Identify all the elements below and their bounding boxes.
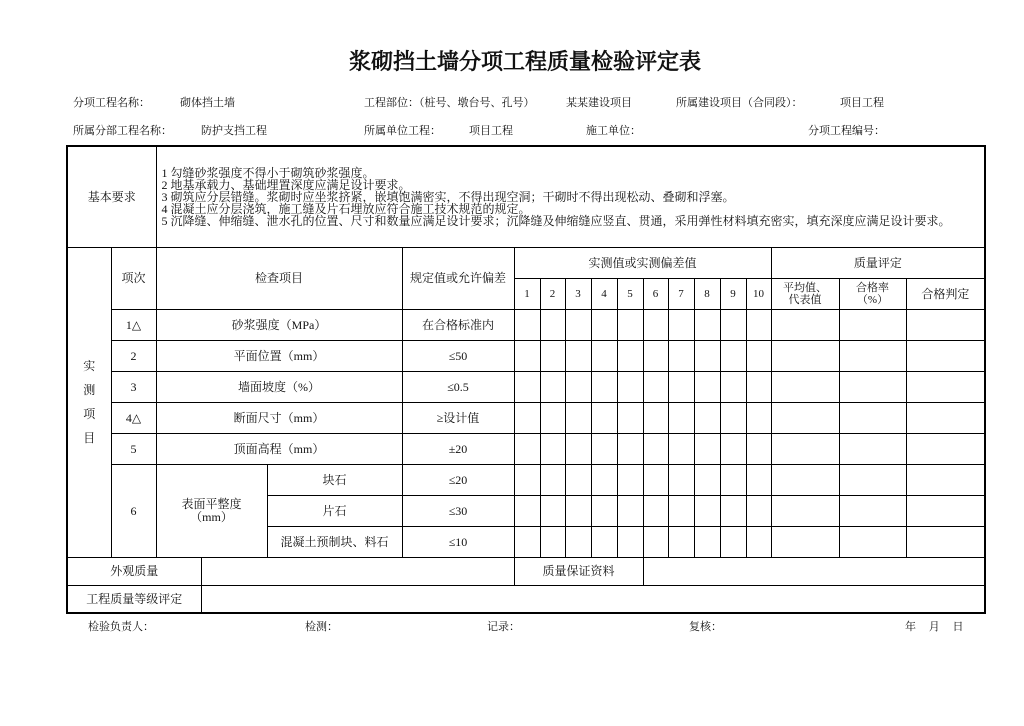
measured-value-cell-3 [565,371,591,402]
measured-value-cell-10 [746,526,771,557]
verdict-cell [906,526,985,557]
unit-project-label: 所属单位工程： [364,125,441,137]
measured-value-cell-3 [565,433,591,464]
contract-label: 所属建设项目（合同段）： [676,97,803,109]
measured-values-header: 实测值或实测偏差值 [514,247,771,278]
verdict-header: 合格判定 [906,278,985,309]
measured-value-cell-10 [746,402,771,433]
measured-value-cell-9 [720,340,746,371]
measured-col-header: 8 [694,278,720,309]
pass-rate-cell [839,340,906,371]
check-row [67,402,985,433]
measured-value-cell-6 [643,464,668,495]
seq-cell: 1△ [111,309,156,340]
requirement-item: 4 混凝土应分层浇筑，施工缝及片石埋放应符合施工技术规范的规定。 [161,201,531,216]
reviewer-label: 复核： [689,621,722,633]
verdict-cell [906,340,985,371]
measured-value-cell-9 [720,464,746,495]
measured-value-cell-8 [694,433,720,464]
measured-value-cell-10 [746,495,771,526]
grade-value-cell [201,585,985,613]
measured-value-cell-8 [694,526,720,557]
page-title: 浆砌挡土墙分项工程质量检验评定表 [348,49,701,74]
average-cell [771,340,839,371]
seq-cell: 3 [111,371,156,402]
measured-value-cell-7 [668,371,694,402]
measured-value-cell-4 [591,433,617,464]
spec-cell: ≤10 [402,526,514,557]
check-item-cell: 墙面坡度（%） [156,371,402,402]
measured-value-cell-10 [746,340,771,371]
material-cell: 混凝土预制块、料石 [267,526,402,557]
spec-header: 规定值或允许偏差 [402,247,514,309]
measured-value-cell-6 [643,433,668,464]
measured-value-cell-7 [668,464,694,495]
measured-value-cell-5 [617,309,643,340]
check-item-cell: 断面尺寸（mm） [156,402,402,433]
measured-value-cell-8 [694,309,720,340]
recorder-label: 记录： [487,621,520,633]
measured-col-header: 3 [565,278,591,309]
average-cell [771,402,839,433]
measured-value-cell-3 [565,464,591,495]
basic-requirements-row [67,146,985,247]
measured-col-header: 6 [643,278,668,309]
measured-items-side-cell [67,247,111,557]
measured-value-cell-3 [565,495,591,526]
measured-value-cell-3 [565,340,591,371]
measured-value-cell-5 [617,526,643,557]
appearance-row [67,557,985,585]
inspection-table [66,145,986,614]
measured-value-cell-2 [540,340,565,371]
measured-value-cell-6 [643,526,668,557]
spec-cell: ≥设计值 [402,402,514,433]
measured-value-cell-4 [591,464,617,495]
measured-value-cell-6 [643,402,668,433]
average-cell [771,371,839,402]
check-row [67,464,985,495]
basic-requirements-label: 基本要求 [67,146,156,247]
measured-value-cell-9 [720,309,746,340]
measured-col-header: 5 [617,278,643,309]
material-cell: 块石 [267,464,402,495]
check-row [67,340,985,371]
average-cell [771,464,839,495]
spec-cell: 在合格标准内 [402,309,514,340]
measured-value-cell-8 [694,464,720,495]
check-row [67,371,985,402]
measured-value-cell-2 [540,464,565,495]
division-label: 所属分部工程名称： [73,125,172,137]
qa-docs-label: 质量保证资料 [514,557,643,585]
measured-value-cell-7 [668,340,694,371]
measured-value-cell-1 [514,433,540,464]
measured-value-cell-5 [617,402,643,433]
basic-requirements-content [156,146,985,247]
measured-value-cell-9 [720,371,746,402]
pass-rate-cell [839,309,906,340]
measured-value-cell-5 [617,433,643,464]
verdict-cell [906,309,985,340]
measured-value-cell-5 [617,495,643,526]
measured-value-cell-4 [591,526,617,557]
measured-value-cell-7 [668,526,694,557]
measured-value-cell-3 [565,526,591,557]
measured-value-cell-10 [746,464,771,495]
measured-value-cell-5 [617,371,643,402]
location-value: 某某建设项目 [566,97,632,109]
check-item-cell: 砂浆强度（MPa） [156,309,402,340]
measured-value-cell-10 [746,309,771,340]
spec-cell: ≤50 [402,340,514,371]
measured-value-cell-6 [643,309,668,340]
measured-value-cell-1 [514,495,540,526]
measured-value-cell-1 [514,340,540,371]
average-cell [771,433,839,464]
pass-rate-cell [839,433,906,464]
contract-value: 项目工程 [840,97,884,109]
measured-value-cell-7 [668,309,694,340]
tester-label: 检测： [305,621,338,633]
appearance-value-cell [201,557,514,585]
check-item-cell: 顶面高程（mm） [156,433,402,464]
contractor-label: 施工单位： [586,125,641,137]
seq-cell: 2 [111,340,156,371]
measured-value-cell-2 [540,402,565,433]
check-item-cell: 表面平整度 （mm） [156,464,267,557]
division-value: 防护支挡工程 [201,125,267,137]
measured-value-cell-6 [643,495,668,526]
measured-value-cell-6 [643,340,668,371]
measured-value-cell-1 [514,371,540,402]
verdict-cell [906,433,985,464]
measured-value-cell-3 [565,402,591,433]
check-item-header: 检查项目 [156,247,402,309]
verdict-cell [906,371,985,402]
check-row [67,433,985,464]
measured-value-cell-5 [617,464,643,495]
measured-col-header: 7 [668,278,694,309]
measured-value-cell-8 [694,371,720,402]
pass-rate-cell [839,402,906,433]
measured-value-cell-9 [720,402,746,433]
pass-rate-cell [839,495,906,526]
unit-project-value: 项目工程 [469,125,513,137]
pass-rate-header: 合格率 （%） [839,278,906,309]
measured-value-cell-10 [746,371,771,402]
date-label: 年 月 日 [905,621,964,633]
measured-value-cell-10 [746,433,771,464]
measured-value-cell-7 [668,433,694,464]
verdict-cell [906,464,985,495]
seq-cell: 5 [111,433,156,464]
seq-header: 项次 [111,247,156,309]
average-cell [771,526,839,557]
measured-value-cell-1 [514,309,540,340]
seq-cell: 6 [111,464,156,557]
measured-value-cell-4 [591,340,617,371]
measured-value-cell-1 [514,464,540,495]
measured-col-header: 10 [746,278,771,309]
average-cell [771,495,839,526]
location-label: 工程部位：（桩号、墩台号、孔号） [364,97,535,109]
measured-value-cell-3 [565,309,591,340]
inspector-label: 检验负责人： [88,621,154,633]
measured-value-cell-8 [694,340,720,371]
measured-value-cell-5 [617,340,643,371]
measured-value-cell-9 [720,433,746,464]
measured-value-cell-4 [591,402,617,433]
measured-value-cell-7 [668,402,694,433]
pass-rate-cell [839,464,906,495]
measured-value-cell-2 [540,433,565,464]
pass-rate-cell [839,371,906,402]
check-item-cell: 平面位置（mm） [156,340,402,371]
measured-value-cell-1 [514,402,540,433]
grade-label: 工程质量等级评定 [67,585,201,613]
seq-cell: 4△ [111,402,156,433]
header-row-1 [67,247,985,278]
measured-value-cell-4 [591,309,617,340]
measured-value-cell-2 [540,309,565,340]
measured-items-side-label: 实测项目 [83,359,96,445]
spec-cell: ≤30 [402,495,514,526]
verdict-cell [906,495,985,526]
measured-value-cell-7 [668,495,694,526]
measured-col-header: 1 [514,278,540,309]
qa-docs-value-cell [643,557,985,585]
spec-cell: ≤0.5 [402,371,514,402]
grade-row [67,585,985,613]
average-cell [771,309,839,340]
appearance-label: 外观质量 [67,557,201,585]
item-name-value: 砌体挡土墙 [180,97,235,109]
measured-value-cell-4 [591,495,617,526]
measured-value-cell-8 [694,495,720,526]
average-header: 平均值、 代表值 [771,278,839,309]
measured-col-header: 2 [540,278,565,309]
requirement-item: 1 勾缝砂浆强度不得小于砌筑砂浆强度。 [161,165,375,180]
spec-cell: ≤20 [402,464,514,495]
material-cell: 片石 [267,495,402,526]
item-no-label: 分项工程编号： [808,125,885,137]
requirement-item: 2 地基承载力、基础埋置深度应满足设计要求。 [161,177,411,192]
measured-col-header: 4 [591,278,617,309]
measured-value-cell-8 [694,402,720,433]
spec-cell: ±20 [402,433,514,464]
measured-value-cell-9 [720,526,746,557]
requirement-item: 3 砌筑应分层错缝。浆砌时应坐浆挤紧，嵌填饱满密实，不得出现空洞；干砌时不得出现松动、叠砌和浮塞。 [161,189,735,204]
verdict-cell [906,402,985,433]
item-name-label: 分项工程名称： [73,97,150,109]
measured-value-cell-6 [643,371,668,402]
measured-value-cell-9 [720,495,746,526]
measured-col-header: 9 [720,278,746,309]
measured-value-cell-2 [540,371,565,402]
measured-value-cell-2 [540,495,565,526]
pass-rate-cell [839,526,906,557]
assessment-header: 质量评定 [771,247,985,278]
measured-value-cell-1 [514,526,540,557]
check-row [67,309,985,340]
measured-value-cell-2 [540,526,565,557]
requirement-item: 5 沉降缝、伸缩缝、泄水孔的位置、尺寸和数量应满足设计要求；沉降缝及伸缩缝应竖直、贯通，采用弹性材料填充密实，填充深度应满足设计要求。 [161,213,951,228]
measured-value-cell-4 [591,371,617,402]
